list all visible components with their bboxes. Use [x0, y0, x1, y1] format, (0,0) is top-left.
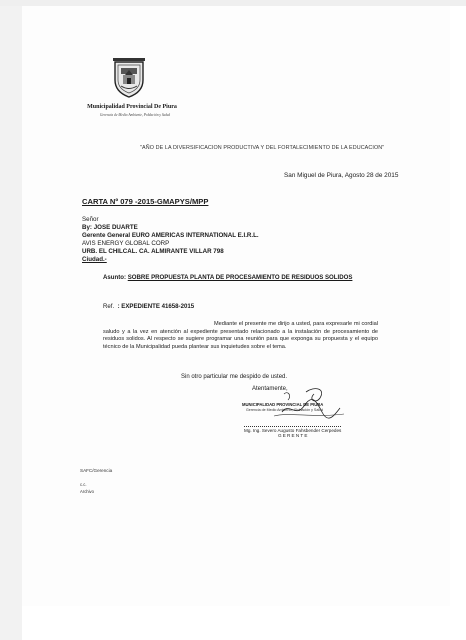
official-stamp-line-2: Gerencia de Medio Ambiente, Población y Salud — [246, 408, 324, 412]
organization-name: Municipalidad Provincial De Piura — [87, 104, 177, 110]
reference-line — [103, 303, 194, 310]
cc-label: c.c. — [80, 482, 87, 487]
organization-subtitle: Gerencia de Medio Ambiente, Población y Salud — [99, 113, 171, 117]
letter-body: Mediante el presente me dirijo a usted, para expresarle mi cordial saludo y a la vez en atención al expediente presentado relacionado a la instalación de procesamiento de residuos solidos. Al respecto se sugiere programar una reunión para que exponga su propuesta y el equipo técnico de la Municipalidad pueda plantear sus inquietudes sobre el tema. — [103, 321, 378, 350]
signer-name: Mg. Ing. Severo Augusto Fahsbender Cerpedes — [244, 428, 342, 433]
atentamente-label: Atentamente, — [252, 386, 288, 392]
recipient-name-line: By: JOSE DUARTE — [82, 224, 138, 231]
reference-label: Ref. — [103, 303, 115, 310]
cc-archive: Archivo — [80, 488, 94, 494]
letter-page — [22, 6, 450, 606]
footer-cc — [80, 482, 94, 495]
recipient-block — [82, 216, 259, 264]
official-stamp-line-1: MUNICIPALIDAD PROVINCIAL DE PIURA — [242, 402, 324, 407]
recipient-company: Gerente General EURO AMERICAS INTERNATIONAL E.I.R.L. — [82, 232, 259, 239]
recipient-name: JOSE DUARTE — [93, 224, 138, 231]
recipient-company-2: AVIS ENERGY GLOBAL CORP — [82, 240, 170, 247]
recipient-address: URB. EL CHILCAL. CA. ALMIRANTE VILLAR 798 — [82, 248, 224, 255]
municipal-crest-logo — [113, 58, 145, 98]
letter-number: CARTA Nº 079 -2015-GMAPYS/MPP — [82, 197, 209, 206]
reference-text: : EXPEDIENTE 41658-2015 — [117, 303, 195, 310]
footer-initials: SAFC/Gerencia — [80, 468, 113, 473]
closing-line: Sin otro particular me despido de usted. — [181, 374, 288, 380]
signer-title: GERENTE — [278, 433, 309, 438]
subject-label: Asunto: — [103, 274, 127, 281]
year-motto: "AÑO DE LA DIVERSIFICACION PRODUCTIVA Y DEL FORTALECIMIENTO DE LA EDUCACION" — [140, 145, 385, 151]
salutation: Señor — [82, 216, 99, 223]
scan-margin-left — [0, 0, 22, 640]
place-and-date: San Miguel de Piura, Agosto 28 de 2015 — [284, 172, 399, 179]
subject-text: SOBRE PROPUESTA PLANTA DE PROCESAMIENTO DE RESIDUOS SOLIDOS — [127, 274, 353, 281]
subject-line — [103, 274, 352, 281]
recipient-city: Ciudad.- — [82, 256, 107, 263]
